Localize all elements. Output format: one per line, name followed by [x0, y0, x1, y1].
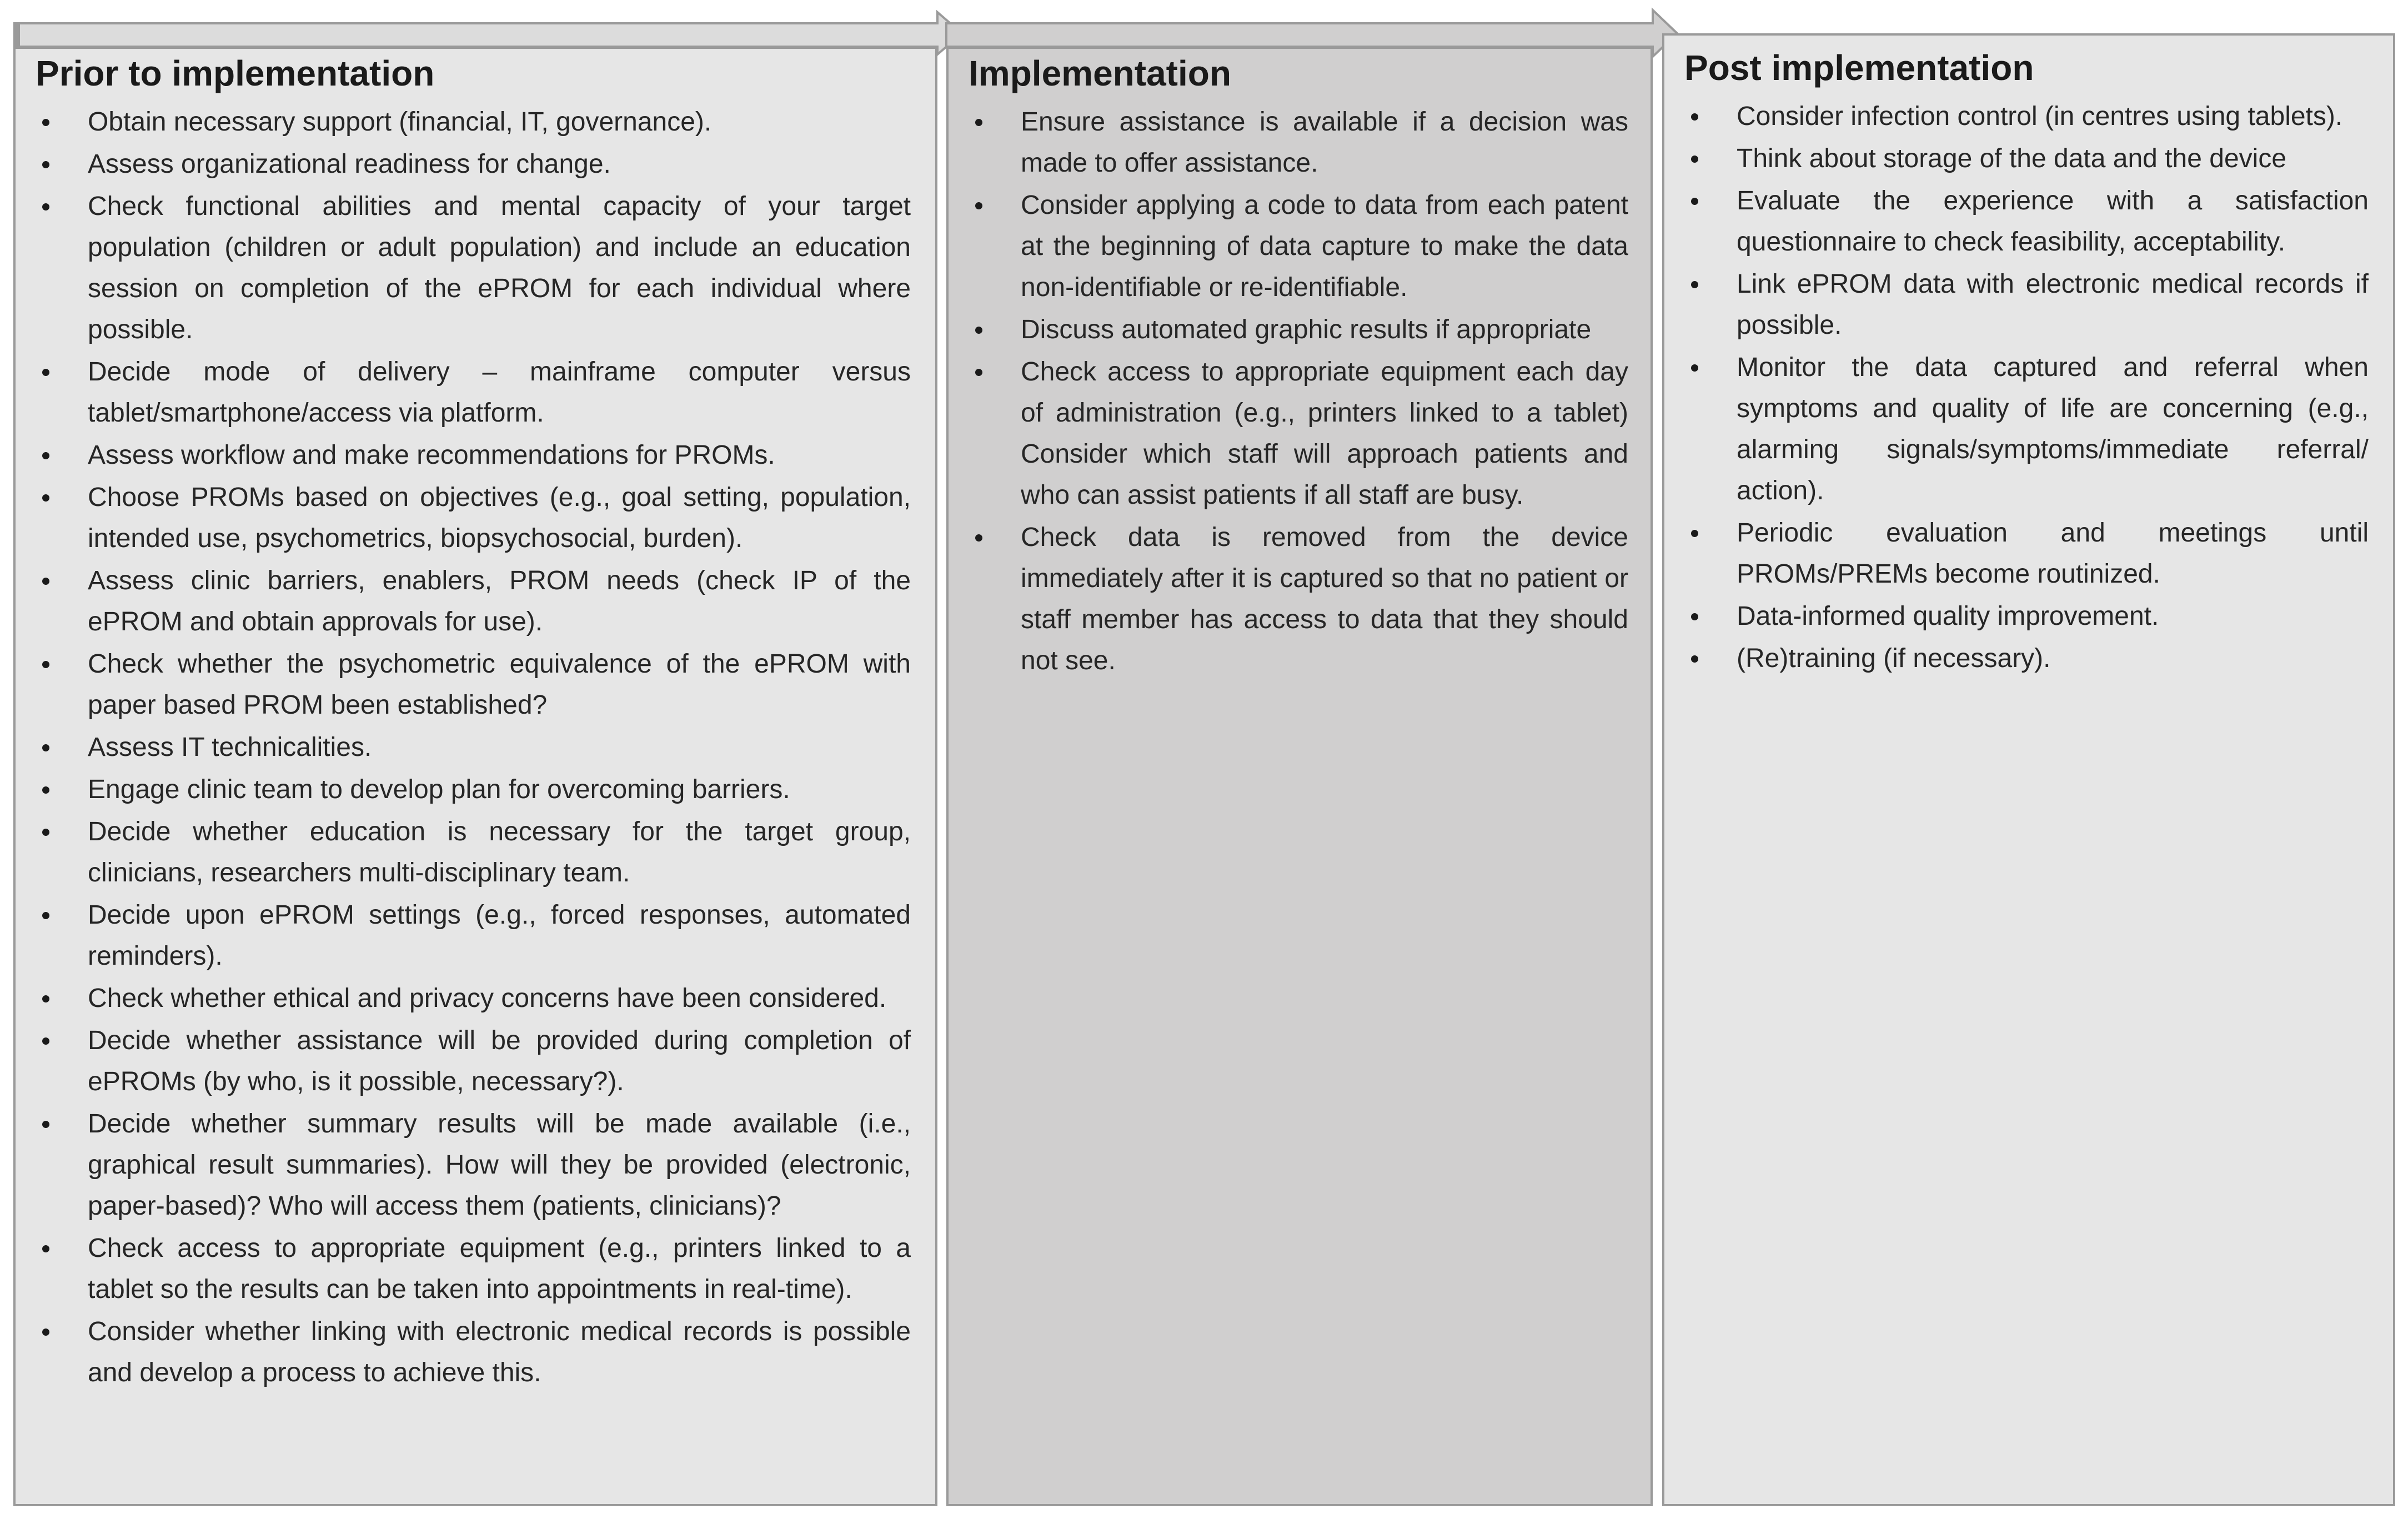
panel-prior-to-implementation	[13, 47, 937, 1506]
list-item	[36, 895, 911, 977]
list-item-text: Decide whether assistance will be provided during completion of ePROMs (by who, is it possible, necessary?).	[88, 1025, 911, 1096]
list-item-text: Link ePROM data with electronic medical records if possible.	[1737, 269, 2369, 340]
list-item	[1684, 181, 2369, 263]
list-item-text: Check whether ethical and privacy concerns have been considered.	[88, 983, 887, 1013]
list-item	[1684, 638, 2369, 679]
list-item	[1684, 347, 2369, 512]
list-item	[969, 185, 1628, 308]
list-item-text: Decide whether summary results will be made available (i.e., graphical result summaries). How will they be provided (electronic, paper-based)? Who will access them (patients, clinicians)?	[88, 1109, 911, 1221]
list-item	[1684, 513, 2369, 595]
list-item-text: Decide mode of delivery – mainframe computer versus tablet/smartphone/access via platform.	[88, 357, 911, 428]
list-item	[969, 517, 1628, 681]
list-item	[36, 435, 911, 476]
list-item-text: Monitor the data captured and referral when symptoms and quality of life are concerning (e.g., alarming signals/symptoms/immediate referral/ action).	[1737, 352, 2369, 505]
list-item-text: Obtain necessary support (financial, IT, governance).	[88, 107, 712, 137]
list-item-text: Consider applying a code to data from each patent at the beginning of data capture to make the data non-identifiable or re-identifiable.	[1021, 190, 1628, 302]
list-item-text: Think about storage of the data and the device	[1737, 143, 2287, 173]
panel-title-implementation: Implementation	[969, 53, 1231, 93]
bullet-icon	[42, 829, 49, 836]
list-item-text: Check whether the psychometric equivalence of the ePROM with paper based PROM been established?	[88, 649, 911, 720]
bullet-icon	[975, 369, 982, 376]
list-item-text: Choose PROMs based on objectives (e.g., goal setting, population, intended use, psychometrics, biopsychosocial, burden).	[88, 482, 911, 553]
item-list-prior	[36, 102, 911, 1393]
list-item-text: Periodic evaluation and meetings until PROMs/PREMs become routinized.	[1737, 518, 2369, 589]
bullet-icon	[42, 1329, 49, 1336]
list-item	[969, 352, 1628, 516]
arrow-tail-marker	[14, 23, 20, 47]
list-item	[1684, 96, 2369, 137]
item-list-post	[1684, 96, 2369, 679]
list-item	[36, 560, 911, 643]
list-item	[36, 1311, 911, 1393]
list-item	[969, 309, 1628, 350]
bullet-icon	[1691, 655, 1698, 663]
bullet-icon	[42, 452, 49, 459]
bullet-icon	[42, 661, 49, 668]
list-item	[36, 769, 911, 810]
list-item-text: Evaluate the experience with a satisfaction questionnaire to check feasibility, acceptability.	[1737, 186, 2369, 257]
list-item-text: Check data is removed from the device immediately after it is captured so that no patient or staff member has access to data that they should not see.	[1021, 522, 1628, 675]
bullet-icon	[42, 494, 49, 502]
bullet-icon	[975, 327, 982, 334]
list-item	[36, 644, 911, 726]
bullet-icon	[42, 1245, 49, 1252]
list-item	[1684, 596, 2369, 637]
bullet-icon	[1691, 281, 1698, 288]
list-item-text: Consider infection control (in centres using tablets).	[1737, 101, 2343, 131]
list-item-text: Discuss automated graphic results if appropriate	[1021, 314, 1592, 344]
panel-title-post: Post implementation	[1684, 48, 2034, 88]
list-item	[36, 186, 911, 350]
list-item	[1684, 264, 2369, 346]
list-item-text: (Re)training (if necessary).	[1737, 643, 2051, 673]
list-item-text: Assess clinic barriers, enablers, PROM needs (check IP of the ePROM and obtain approvals for use).	[88, 565, 911, 636]
list-item-text: Ensure assistance is available if a decision was made to offer assistance.	[1021, 107, 1628, 178]
panel-title-prior: Prior to implementation	[36, 53, 435, 93]
bullet-icon	[42, 786, 49, 794]
bullet-icon	[42, 1037, 49, 1045]
item-list-implementation	[969, 102, 1628, 681]
list-item	[36, 811, 911, 894]
list-item-text: Engage clinic team to develop plan for overcoming barriers.	[88, 774, 790, 804]
bullet-icon	[42, 203, 49, 210]
bullet-icon	[975, 119, 982, 126]
bullet-icon	[1691, 613, 1698, 620]
list-item	[36, 1228, 911, 1310]
bullet-icon	[975, 534, 982, 542]
list-item-text: Check access to appropriate equipment (e.g., printers linked to a tablet so the results can be taken into appointments in real-time).	[88, 1233, 911, 1304]
list-item-text: Data-informed quality improvement.	[1737, 601, 2159, 631]
list-item	[36, 1020, 911, 1102]
list-item	[36, 352, 911, 434]
list-item-text: Check functional abilities and mental capacity of your target population (children or adult population) and include an education session on completion of the ePROM for each individual where possible.	[88, 191, 911, 344]
list-item-text: Assess organizational readiness for change.	[88, 149, 611, 179]
bullet-icon	[1691, 156, 1698, 163]
list-item-text: Assess workflow and make recommendations for PROMs.	[88, 440, 775, 470]
list-item-text: Consider whether linking with electronic medical records is possible and develop a process to achieve this.	[88, 1316, 911, 1387]
list-item	[969, 102, 1628, 184]
bullet-icon	[42, 369, 49, 376]
list-item-text: Check access to appropriate equipment each day of administration (e.g., printers linked to a tablet) Consider which staff will approach patients and who can assist patients if all staff are busy.	[1021, 357, 1628, 510]
bullet-icon	[42, 995, 49, 1002]
panel-post-implementation	[1662, 33, 2395, 1506]
bullet-icon	[1691, 364, 1698, 372]
bullet-icon	[975, 202, 982, 209]
bullet-icon	[42, 119, 49, 126]
bullet-icon	[42, 912, 49, 919]
list-item	[36, 144, 911, 185]
bullet-icon	[1691, 530, 1698, 537]
bullet-icon	[42, 578, 49, 585]
list-item	[36, 102, 911, 143]
list-item-text: Assess IT technicalities.	[88, 732, 372, 762]
bullet-icon	[1691, 198, 1698, 205]
list-item-text: Decide whether education is necessary for the target group, clinicians, researchers multi-disciplinary team.	[88, 816, 911, 888]
bullet-icon	[42, 161, 49, 168]
panel-implementation	[946, 47, 1653, 1506]
list-item	[36, 727, 911, 768]
list-item	[36, 1104, 911, 1227]
bullet-icon	[42, 744, 49, 751]
list-item	[36, 477, 911, 559]
list-item-text: Decide upon ePROM settings (e.g., forced responses, automated reminders).	[88, 900, 911, 971]
bullet-icon	[42, 1121, 49, 1128]
list-item	[1684, 138, 2369, 179]
bullet-icon	[1691, 113, 1698, 121]
list-item	[36, 978, 911, 1019]
